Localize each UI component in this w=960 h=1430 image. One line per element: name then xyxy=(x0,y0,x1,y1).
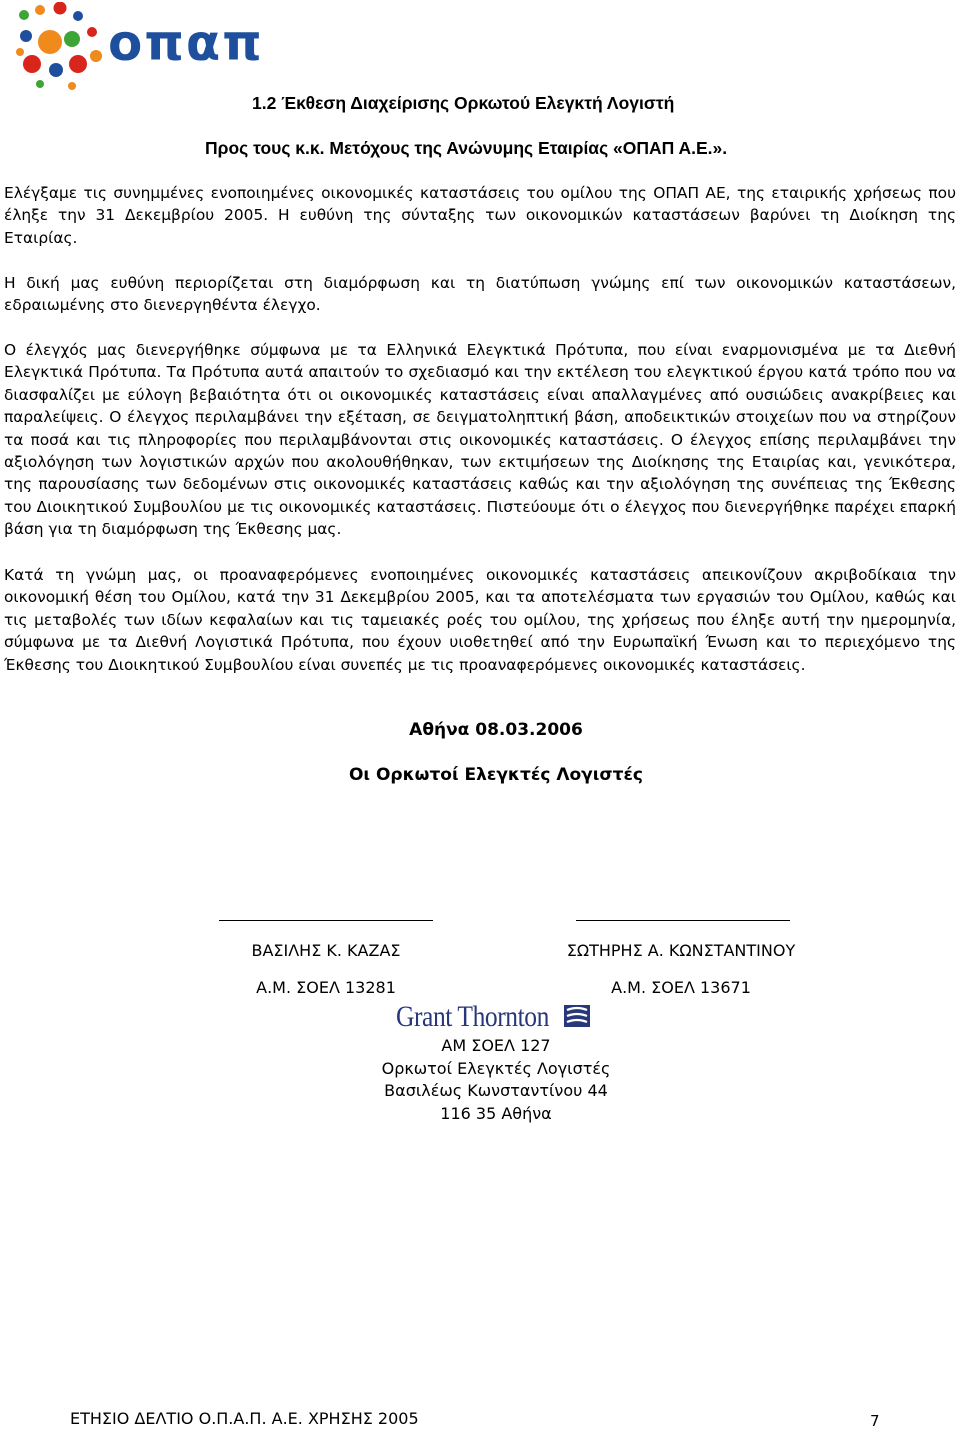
grant-thornton-mark-icon xyxy=(564,1005,590,1027)
grant-thornton-logo xyxy=(396,1000,596,1034)
firm-address-line-2: Ορκωτοί Ελεγκτές Λογιστές xyxy=(381,1059,611,1078)
firm-address-line-4: 116 35 Αθήνα xyxy=(440,1104,552,1123)
paragraph-audit-basis: Ο έλεγχός μας διενεργήθηκε σύμφωνα με τα Ελληνικά Ελεγκτικά Πρότυπα, που είναι εναρμονισμένα με τα Διεθνή Ελεγκτικά Πρότυπα. Τα Πρότυπα αυτά απαιτούν το σχεδιασμό και την εκτέλεση του ελεγκτικού έργου κατά τρόπο που να διασφαλίζει με εύλογη βεβαιότητα ότι οι οικονομικές καταστάσεις είναι απαλλαγμένες από ουσιώδεις ανακρίβειες και παραλείψεις. Ο έλεγχος περιλαμβάνει την εξέταση, σε δειγματοληπτική βάση, αποδεικτικών στοιχείων που να στηρίζουν τα ποσά και τις πληροφορίες που περιλαμβάνονται στις οικονομικές καταστάσεις. Ο έλεγχος επίσης περιλαμβάνει την αξιολόγηση των λογιστικών αρχών που ακολουθήθηκαν, των εκτιμήσεων της Διοίκησης της Εταιρίας και, γενικότερα, της παρουσίασης των δεδομένων στις οικονομικές καταστάσεις καθώς και την αξιολόγηση της συνέπειας της Έκθεσης του Διοικητικού Συμβουλίου με τις οικονομικές καταστάσεις. Πιστεύουμε ότι ο έλεγχος που διενεργήθηκε παρέχει επαρκή βάση για τη διαμόρφωση της Έκθεσης μας. xyxy=(4,341,956,539)
paragraph-responsibility: Η δική μας ευθύνη περιορίζεται στη διαμόρφωση και τη διατύπωση γνώμης επί των οικονομικών καταστάσεων, εδραιωμένης στο διενεργηθέντα έλεγχο. xyxy=(4,274,956,315)
section-heading: 1.2 Έκθεση Διαχείρισης Ορκωτού Ελεγκτή Λογιστή xyxy=(252,93,675,113)
signatory-registry-right: Α.Μ. ΣΟΕΛ 13671 xyxy=(611,978,751,997)
grant-thornton-logo-text: Grant Thornton xyxy=(396,1000,549,1033)
firm-address-line-1: ΑΜ ΣΟΕΛ 127 xyxy=(441,1036,551,1055)
opap-logo xyxy=(12,2,264,92)
signatory-name-left: ΒΑΣΙΛΗΣ Κ. ΚΑΖΑΣ xyxy=(251,941,401,960)
paragraph-scope: Ελέγξαμε τις συνημμένες ενοποιημένες οικονομικές καταστάσεις του ομίλου της ΟΠΑΠ ΑΕ, της εταιρικής χρήσεως που έληξε την 31 Δεκεμβρίου 2005. Η ευθύνη της σύνταξης των οικονομικών καταστάσεων βαρύνει τη Διοίκηση της Εταιρίας. xyxy=(4,184,956,247)
footer-text: ΕΤΗΣΙΟ ΔΕΛΤΙΟ Ο.Π.Α.Π. Α.Ε. ΧΡΗΣΗΣ 2005 xyxy=(70,1409,419,1428)
place-date: Αθήνα 08.03.2006 xyxy=(409,720,583,740)
firm-address-line-3: Βασιλέως Κωνσταντίνου 44 xyxy=(384,1081,608,1100)
page-number: 7 xyxy=(870,1412,880,1430)
addressee: Προς τους κ.κ. Μετόχους της Ανώνυμης Εταιρίας «ΟΠΑΠ Α.Ε.». xyxy=(205,138,728,158)
signature-line-right xyxy=(576,920,790,921)
signatory-name-right: ΣΩΤΗΡΗΣ Α. ΚΩΝΣΤΑΝΤΙΝΟΥ xyxy=(566,941,796,960)
paragraph-opinion: Κατά τη γνώμη μας, οι προαναφερόμενες ενοποιημένες οικονομικές καταστάσεις απεικονίζουν ακριβοδίκαια την οικονομική θέση του Ομίλου, κατά την 31 Δεκεμβρίου 2005, και τα αποτελέσματα των εργασιών του Ομίλου, καθώς και τις μεταβολές των ιδίων κεφαλαίων και τις ταμειακές ροές του ομίλου, της χρήσεως που έληξε αυτή την ημερομηνία, σύμφωνα με τα Διεθνή Λογιστικά Πρότυπα, που έχουν υιοθετηθεί από την Ευρωπαϊκή Ένωση και το περιεχόμενο της Έκθεσης του Διοικητικού Συμβουλίου είναι συνεπές με τις προαναφερόμενες οικονομικές καταστάσεις. xyxy=(4,566,956,674)
opap-logo-mark xyxy=(12,2,108,92)
opap-logo-text: οπαπ xyxy=(108,14,264,72)
signatory-registry-left: Α.Μ. ΣΟΕΛ 13281 xyxy=(256,978,396,997)
signatories-title: Οι Ορκωτοί Ελεγκτές Λογιστές xyxy=(348,765,643,785)
signature-line-left xyxy=(219,920,433,921)
